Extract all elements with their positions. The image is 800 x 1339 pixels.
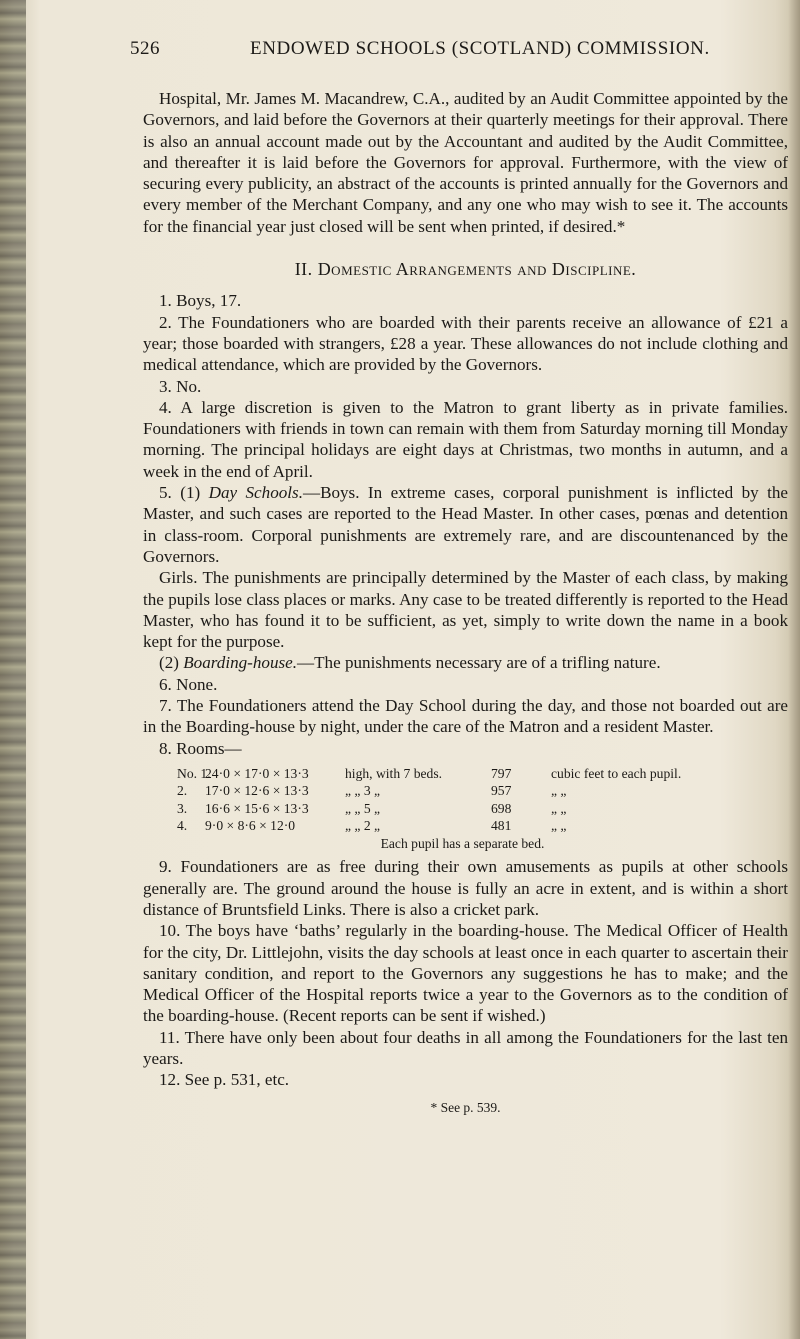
room-beds: „ „ 3 „ bbox=[345, 783, 381, 799]
item-1: 1. Boys, 17. bbox=[159, 291, 242, 311]
item-8: 8. Rooms— bbox=[159, 738, 242, 758]
item-5-text: —Boys. In extreme cases, corporal punishment is inflicted by the Master, and such cases are reported to the Head Master. In other cases, pœnas and detention in class-room. Corporal punishments are extremely rare, and are discountenanced by the Governors. bbox=[143, 483, 788, 566]
item-5-2-heading: Boarding-house. bbox=[183, 653, 298, 673]
item-5-girls: Girls. The punishments are principally determined by the Master of each class, by making the pupils lose class places or marks. Any case to be treated differently is reported to the Head Master, who has found it to be sufficient, as yet, simply to write down the name in a book kept for the purpose. bbox=[143, 568, 788, 652]
item-5 bbox=[143, 482, 788, 567]
room-beds: „ „ 5 „ bbox=[345, 800, 381, 816]
rooms-table bbox=[177, 765, 788, 853]
item-9: 9. Foundationers are as free during their own amusements as pupils at other schools generally are. The ground around the house is fully an acre in extent, and is within a short distance of Bruntsfield Links. There is also a cricket park. bbox=[143, 857, 788, 919]
item-6: 6. None. bbox=[159, 674, 218, 694]
room-dimensions: 17·0 × 12·6 × 13·3 bbox=[205, 783, 309, 799]
intro-paragraph: Hospital, Mr. James M. Macandrew, C.A., audited by an Audit Committee appointed by the Governors, and laid before the Governors at their quarterly meetings for their approval. There is also an annual account made out by the Accountant and audited by the Audit Committee, and thereafter it is laid before the Governors for approval. Furthermore, with the view of securing every publicity, an abstract of the accounts is printed annually for the Governors and every member of the Merchant Company, and any one who may wish to see it. The accounts for the financial year just closed will be sent when printed, if desired.* bbox=[143, 89, 788, 236]
room-dimensions: 24·0 × 17·0 × 13·3 bbox=[205, 765, 309, 781]
item-7: 7. The Foundationers attend the Day School during the day, and those not boarded out are in the Boarding-house by night, under the care of the Matron and a resident Master. bbox=[143, 696, 788, 737]
room-cubic-feet: 481 bbox=[491, 818, 512, 834]
page-number: 526 bbox=[130, 38, 160, 59]
rooms-note: Each pupil has a separate bed. bbox=[380, 835, 545, 851]
item-11: 11. There have only been about four deaths in all among the Foundationers for the last ten years. bbox=[143, 1027, 788, 1069]
item-5-2 bbox=[143, 652, 788, 673]
item-3: 3. No. bbox=[159, 376, 202, 396]
room-row bbox=[177, 800, 788, 818]
room-cubic-feet: 957 bbox=[491, 783, 512, 799]
section-numeral: II. bbox=[294, 259, 313, 280]
item-2: 2. The Foundationers who are boarded with their parents receive an allowance of £21 a year; those boarded with strangers, £28 a year. These allowances do not include clothing and medical attendance, which are provided by the Governors. bbox=[143, 312, 788, 375]
room-number: 3. bbox=[177, 800, 188, 816]
room-unit: „ „ bbox=[551, 800, 567, 816]
room-cubic-feet: 698 bbox=[491, 800, 512, 816]
room-row bbox=[177, 817, 788, 835]
room-number: 4. bbox=[177, 818, 188, 834]
room-number: 2. bbox=[177, 783, 188, 799]
running-head: ENDOWED SCHOOLS (SCOTLAND) COMMISSION. bbox=[250, 38, 710, 59]
page-right-edge bbox=[788, 0, 800, 1339]
item-5-prefix: 5. (1) bbox=[159, 483, 209, 503]
footnote: * See p. 539. bbox=[430, 1099, 501, 1115]
room-beds: „ „ 2 „ bbox=[345, 818, 381, 834]
item-5-2-prefix: (2) bbox=[159, 653, 184, 673]
section-heading bbox=[143, 259, 788, 280]
room-unit: cubic feet to each pupil. bbox=[551, 765, 682, 781]
item-4: 4. A large discretion is given to the Matron to grant liberty as in private families. Foundationers with friends in town can remain with them from Saturday morning till Monday morning. The principal holidays are eight days at Christmas, two months in autumn, and a week in the end of April. bbox=[143, 397, 788, 481]
room-row bbox=[177, 782, 788, 800]
item-12: 12. See p. 531, etc. bbox=[159, 1070, 290, 1090]
room-dimensions: 16·6 × 15·6 × 13·3 bbox=[205, 800, 309, 816]
page-binding-edge bbox=[0, 0, 26, 1339]
section-title: Domestic Arrangements and Discipline. bbox=[317, 259, 637, 280]
room-unit: „ „ bbox=[551, 783, 567, 799]
room-cubic-feet: 797 bbox=[491, 765, 512, 781]
item-5-heading: Day Schools. bbox=[208, 483, 303, 503]
page-body bbox=[143, 88, 788, 1118]
item-5-2-text: —The punishments necessary are of a trifling nature. bbox=[297, 653, 661, 673]
room-unit: „ „ bbox=[551, 818, 567, 834]
room-row bbox=[177, 765, 788, 783]
room-dimensions: 9·0 × 8·6 × 12·0 bbox=[205, 818, 296, 834]
item-10: 10. The boys have ‘baths’ regularly in the boarding-house. The Medical Officer of Health for the city, Dr. Littlejohn, visits the day schools at least once in each quarter to ascertain their sanitary condition, and report to the Governors any suggestions he has to make; and the Medical Officer of the Hospital reports twice a year to the Governors as to the condition of the boarding-house. (Recent reports can be sent if wished.) bbox=[143, 921, 788, 1026]
room-beds: high, with 7 beds. bbox=[345, 765, 443, 781]
room-number: No. 1. bbox=[177, 765, 211, 781]
